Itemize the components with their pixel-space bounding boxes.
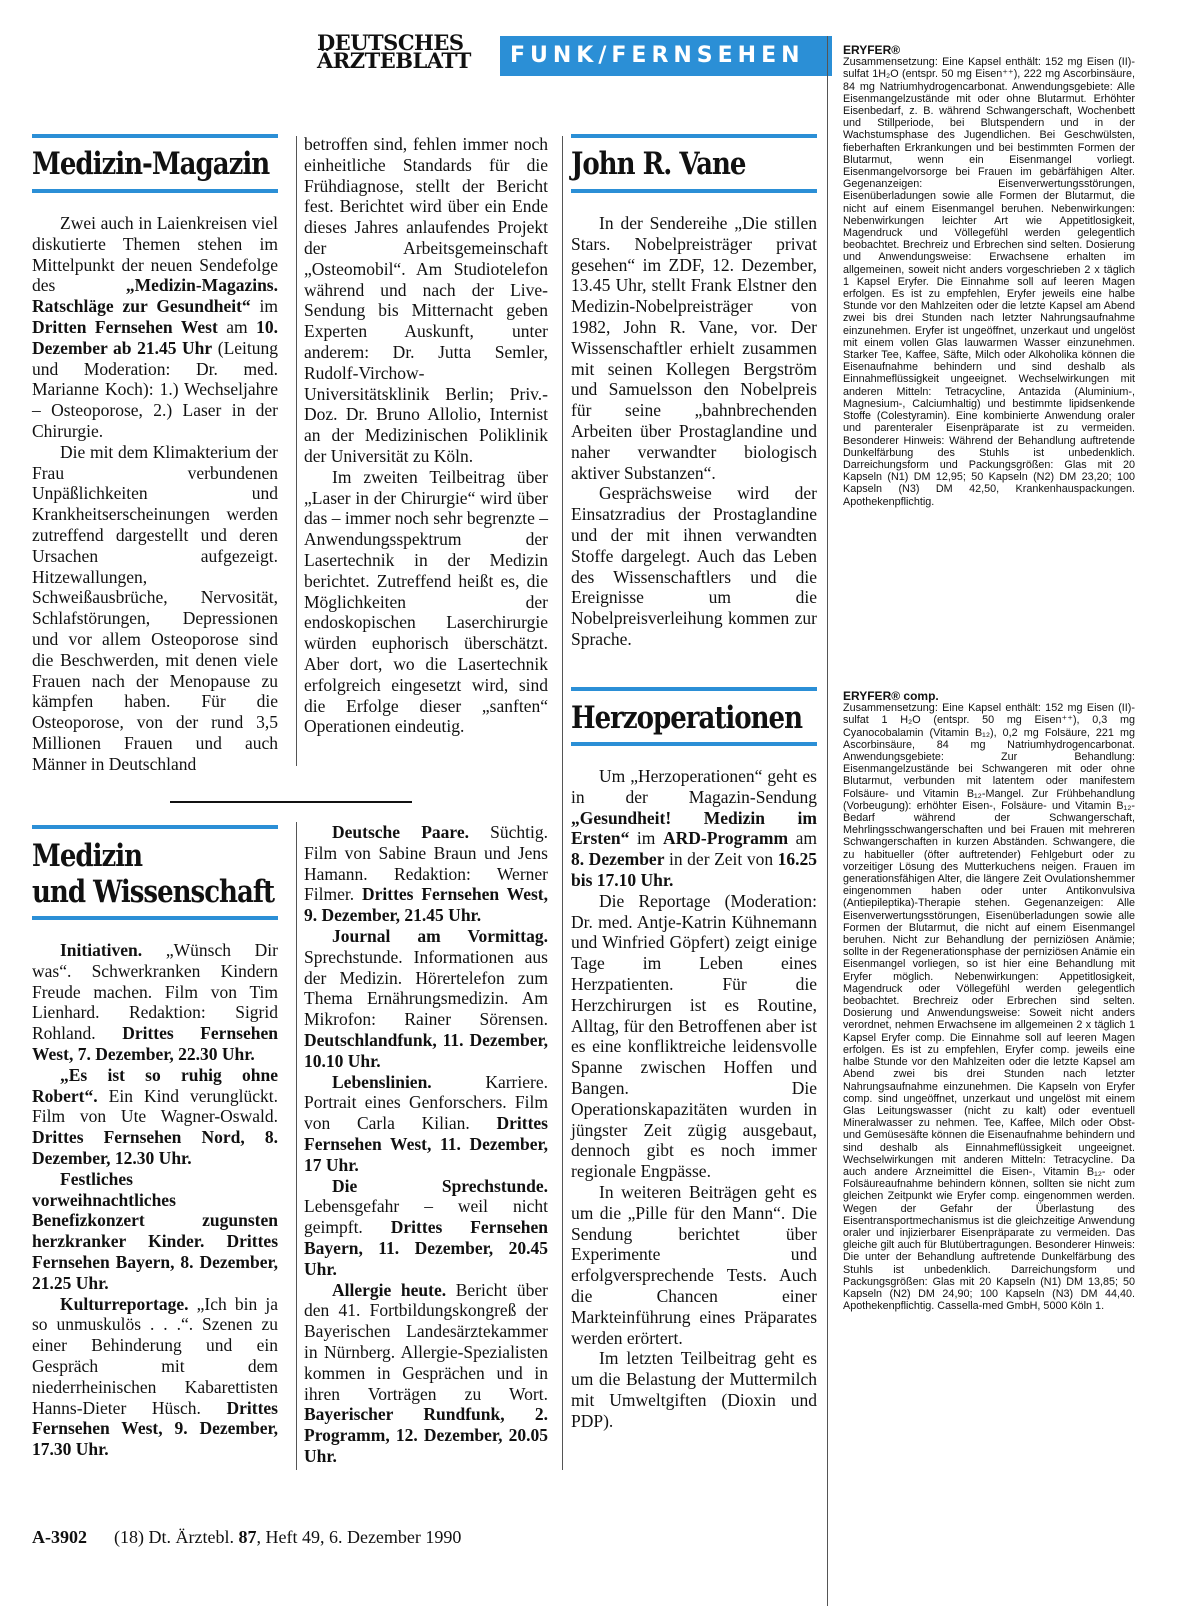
- text: am: [217, 316, 257, 337]
- listing-schedule: Deutschlandfunk, 11. Dezember, 10.10 Uhr.: [304, 1029, 548, 1071]
- paragraph: [571, 766, 817, 891]
- ad-eryfer: [843, 44, 1135, 508]
- program-title: „Medizin-Magazins. Ratschläge zur Gesundheit“: [32, 275, 278, 317]
- listing-title: Journal am Vormittag.: [332, 925, 548, 946]
- listing-schedule: Bayerischer Rundfunk, 2. Programm, 12. Dezember, 20.05 Uhr.: [304, 1404, 548, 1466]
- masthead-line-2: ÄRZTEBLATT: [317, 48, 471, 73]
- listing-schedule: Drittes Fernsehen West, 9. Dezember, 17.30 Uhr.: [32, 1397, 278, 1460]
- paragraph: [32, 213, 278, 442]
- listing-title: Deutsche Paare.: [332, 822, 469, 842]
- citation-rest: , Heft 49, 6. Dezember 1990: [256, 1527, 462, 1547]
- listing-title: Lebenslinien.: [332, 1071, 432, 1092]
- masthead-line-1: DEUTSCHES: [317, 30, 464, 55]
- text: im: [629, 828, 663, 849]
- page-footer: [32, 1527, 461, 1548]
- ad-text: Zusammensetzung: Eine Kapsel enthält: 152 mg Eisen (II)-sulfat 1 H₂O (entspr. 50 mg Eisen⁺⁺), 0,3 mg Cyanocobalamin (Vitamin B₁₂), 0,2 mg Folsäure, 221 mg Ascorbinsäure, 84 mg Natriumhydrogencarbonat. Anwendungsgebiete: Zur Behandlung: Eisenmangelzustände bei Schwangeren mit oder ohne Blutarmut, verbunden mit latentem oder manifestem Folsäure- und Vitamin B₁₂-Mangel. Zur Frühbehandlung (Vorbeugung): erhöhter Eisen-, Folsäure- und Vitamin B₁₂-Bedarf während der Schwangerschaft, Mehrlingsschwangerschaften und bei Frauen mit mehreren Schwangerschaften in kurzen Abständen. Schwangere, die zu habitueller (öfter auftretender) Fehlgeburt oder zu vorzeitiger Lösung des Mutterkuchens neigen. Frauen im generationsfähigen Alter, die längere Zeit Ovulationshemmer eingenommen haben oder unter Antikonvulsiva (Antiepileptika)-Therapie stehen. Gegenanzeigen: Alle Eisenverwertungsstörungen, Eisenüberladungen sowie alle Formen der Blutarmut, die nicht auf einem Eisenmangel beruhen. Nicht zur Behandlung der perniziösen Anämie; sollte in der Regenerationsphase der perniziösen Anämie ein Eisenmangel vorliegen, so ist hier eine Behandlung mit Eryfer möglich. Nebenwirkungen: Appetitlosigkeit, Magendruck oder Völlegefühl werden gelegentlich beobachtet. Brechreiz oder Erbrechen sind selten. Dosierung und Anwendungsweise: Soweit nicht anders verordnet, nehmen Erwachsene im allgemeinen 2 x täglich 1 Kapsel Eryfer comp. Die Einnahme soll auf leeren Magen erfolgen. Es ist zu empfehlen, Eryfer comp. jeweils eine halbe Stunde vor den Mahlzeiten oder die letzte Kapsel am Abend zwei bis drei Stunden nach letzter Nahrungsaufnahme einzunehmen. Die Kapseln von Eryfer comp. sind ungeöffnet, unzerkaut und ungelöst mit einem Glas Leitungswasser (nicht zu kalt) oder eventuell Mineralwasser zu nehmen. Tee, Kaffee, Milch oder Obst- und Gemüsesäfte können die Eisenaufnahme behindern und sind deshalb als Einnahmeflüssigkeit ungeeignet. Wechselwirkungen mit anderen Mitteln: Tetracycline. Da auch andere Arzneimittel die Eisen-, Vitamin B₁₂- oder Folsäureaufnahme behindern können, sollten sie nicht zum gleichen Zeitpunkt wie Eryfer comp. eingenommen werden. Wegen der Gefahr der Überlastung des Eisentransportmechanismus ist die gleichzeitige Anwendung oraler und injizierbarer Eisenpräparate zu vermeiden. Das gleiche gilt auch für Blutübertragungen. Besonderer Hinweis: Die unter der Behandlung auftretende Dunkelfärbung des Stuhls ist unbedenklich. Darreichungsform und Packungsgrößen: Glas mit 20 Kapseln (N1) DM 13,85; 50 Kapseln (N2) DM 24,90; 100 Kapseln (N3) DM 44,40. Apothekenpflichtig. Cassella-med GmbH, 5000 Köln 1.: [843, 702, 1135, 1313]
- citation: (18) Dt. Ärztebl.: [114, 1527, 239, 1547]
- column-divider: [827, 36, 828, 1606]
- paragraph: Die mit dem Klimakterium der Frau verbundenen Unpäßlichkeiten und Krankheitserscheinungen werden zutreffend dargestellt und deren Ursachen aufgezeigt. Hitzewallungen, Schweißausbrüche, Nervosität, Schlafstörungen, Depressionen und vor allem Osteoporose sind die Beschwerden, mit denen viele Frauen nach der Menopause zu kämpfen haben. Für die Osteoporose, von der rund 3,5 Millionen Frauen und auch Männer in Deutschland: [32, 441, 278, 774]
- listing-item: [304, 1176, 548, 1280]
- heading-rule: [571, 742, 817, 746]
- listing-item: [304, 1072, 548, 1176]
- column-divider: [296, 136, 297, 766]
- heading-medizin-wissenschaft: [32, 838, 274, 910]
- heading-rule: [571, 189, 817, 193]
- channel: Dritten Fernsehen West: [32, 316, 218, 337]
- text: (Leitung und Moderation: Dr. med. Marianne Koch): 1.) Wechseljahre – Osteoporose, 2.) Laser in der Chirurgie.: [32, 337, 278, 441]
- heading-rule: [32, 189, 278, 193]
- air-time: 16.25 bis 17.10 Uhr.: [571, 849, 817, 890]
- paragraph: Im letzten Teilbeitrag geht es um die Belastung der Muttermilch mit Umweltgiften (Dioxin und PDP).: [571, 1348, 817, 1431]
- listing-title: „Es ist so ruhig ohne Robert“.: [32, 1064, 278, 1106]
- listings-col1: [32, 940, 278, 1460]
- listing-item: [304, 926, 548, 1072]
- paragraph: In der Sendereihe „Die stillen Stars. Nobelpreisträger privat gesehen“ im ZDF, 12. Dezember, 13.45 Uhr, stellt Frank Elstner den Medizin-Nobelpreisträger von 1982, John R. Vane, vor. Der Wissenschaftler erhielt zusammen mit seinen Kollegen Bergström und Samuelsson den Nobelpreis für seine „bahnbrechenden Arbeiten über Prostaglandine und naher verwandter biologisch aktiver Substanzen“.: [571, 213, 817, 483]
- listing-text: [204, 1231, 226, 1251]
- paragraph: Im zweiten Teilbeitrag über „Laser in der Chirurgie“ wird über das – immer noch sehr begrenzte – Anwendungsspektrum der Lasertechnik in der Medizin berichtet. Zutreffend heißt es, die Möglichkeiten der endoskopischen Laserchirurgie würden euphorisch überschätzt. Aber dort, wo die Lasertechnik erfolgreich eingesetzt wird, sind die Erfolge dieser „sanften“ Operationen eindeutig.: [304, 466, 548, 737]
- listing-item: [304, 1280, 548, 1467]
- section-banner: FUNK/FERNSEHEN: [500, 36, 832, 76]
- listing-schedule: Drittes Fernsehen Bayern, 11. Dezember, 20.45 Uhr.: [304, 1217, 548, 1279]
- ad-text: Zusammensetzung: Eine Kapsel enthält: 152 mg Eisen (II)-sulfat 1H₂O (entspr. 50 mg Eisen⁺⁺), 222 mg Ascorbinsäure, 84 mg Natriumhydrogencarbonat. Anwendungsgebiete: Alle Eisenmangelzustände mit oder ohne Blutarmut. Erhöhter Eisenbedarf, z. B. während Schwangerschaft, Wochenbett und Stillperiode, bei Blutspendern und in der Wachstumsphase des Jugendlichen. Bei Geschwülsten, fieberhaften Erkrankungen und bei bestimmten Formen der Blutarmut, wenn ein Eisenmangel vorliegt. Eisenmangelvorsorge bei Frauen im gebärfähigen Alter. Gegenanzeigen: Eisenverwertungsstörungen, Eisenüberladungen sowie alle Formen der Blutarmut, die nicht auf einem Eisenmangel beruhen. Nebenwirkungen: Nebenwirkungen leichter Art wie Appetitlosigkeit, Magendruck und Völlegefühl werden gelegentlich beobachtet. Brechreiz und Erbrechen sind selten. Dosierung und Anwendungsweise: Erwachsene erhalten im allgemeinen, soweit nicht anders vorgeschrieben 2 x täglich 1 Kapsel Eryfer. Die Einnahme soll auf leeren Magen erfolgen. Es ist zu empfehlen, Eryfer jeweils eine halbe Stunde vor den Mahlzeiten oder die letzte Kapsel am Abend zwei bis drei Stunden nach letzter Nahrungsaufnahme einzunehmen. Eryfer ist ungeöffnet, unzerkaut und ungelöst mit einem vollen Glas lauwarmen Wasser einzunehmen. Starker Tee, Kaffee, Säfte, Milch oder Alkoholika können die Eisenaufnahme behindern und sind deshalb als Einnahmeflüssigkeit ungeeignet. Wechselwirkungen mit anderen Mitteln: Tetracycline, Antazida (Aluminium-, Magnesium-, Calciumhaltig) und bestimmte lipidsenkende Stoffe (Colestyramin). Eine kombinierte Anwendung oraler und parenteraler Eisenpräparate ist zu vermeiden. Besonderer Hinweis: Während der Behandlung auftretende Dunkelfärbung des Stuhls ist unbedenklich. Darreichungsform und Packungsgrößen: Glas mit 20 Kapseln (N1) DM 12,95; 50 Kapseln (N2) DM 23,20; 100 Kapseln (N3) DM 42,50, Krankenhauspackungen. Apothekenpflichtig.: [843, 56, 1135, 508]
- article-medizin-magazin-col1: [32, 213, 278, 775]
- heading-rule: [32, 134, 278, 138]
- listing-schedule: Drittes Fernsehen Nord, 8. Dezember, 12.30 Uhr.: [32, 1127, 278, 1168]
- listing-text: Bericht über den 41. Fortbildungskongreß der Bayerischen Landesärztekammer in Nürnberg. Allergie-Spezialisten kommen in Gesprächen und in ihren Vorträgen zu Wort.: [304, 1279, 548, 1404]
- ad-title: ERYFER®: [843, 43, 901, 57]
- volume: 87: [238, 1527, 257, 1547]
- text: Zwei auch in Laienkreisen viel diskutierte Themen stehen im Mittelpunkt der neuen Sendefolge des: [32, 213, 278, 296]
- heading-line: und Wissenschaft: [32, 874, 275, 910]
- heading-herzoperationen: Herzoperationen: [571, 700, 803, 736]
- text: im: [250, 296, 278, 317]
- heading-rule: [571, 687, 817, 691]
- masthead: [317, 30, 487, 73]
- listing-schedule: Drittes Fernsehen West, 7. Dezember, 22.30 Uhr.: [32, 1023, 278, 1064]
- listing-title: Festliches vorweihnachtliches Benefizkonzert zugunsten herzkranker Kinder.: [32, 1168, 278, 1252]
- article-john-r-vane: [571, 213, 817, 650]
- listing-item: [32, 940, 278, 1065]
- listing-text: Ein Kind verunglückt. Film von Ute Wagner-Oswald.: [32, 1085, 278, 1127]
- paragraph: Gesprächsweise wird der Einsatzradius der Prostaglandine und der mit ihnen verwandten Stoffe dargelegt. Auch das Leben des Wissenschaftlers und die Ereignisse um die Nobelpreisverleihung kommen zur Sprache.: [571, 483, 817, 649]
- heading-rule: [32, 825, 278, 829]
- text: am: [788, 828, 817, 849]
- listing-item: [32, 1294, 278, 1460]
- page-number: A-3902: [32, 1527, 87, 1547]
- section-divider: [170, 801, 412, 803]
- listing-title: Die Sprechstunde.: [332, 1175, 548, 1196]
- listing-text: Karriere. Portrait eines Genforschers. Film von Carla Kilian.: [304, 1071, 548, 1134]
- ad-title: ERYFER® comp.: [843, 689, 939, 703]
- column-divider: [562, 136, 563, 1470]
- listing-schedule: Drittes Fernsehen West, 11. Dezember, 17 Uhr.: [304, 1113, 548, 1175]
- listing-text: Sprechstunde. Informationen aus der Medizin. Hörertelefon zum Thema Ernährungsmedizin. Am Mikrofon: Rainer Sörensen.: [304, 946, 548, 1030]
- paragraph: betroffen sind, fehlen immer noch einheitliche Standards für die Frühdiagnose, stellt der Bericht fest. Berichtet wird über ein Ende dieses Jahres anlaufendes Projekt der Arbeitsgemeinschaft „Osteomobil“. Am Studiotelefon während und nach der Live-Sendung bis Mitternacht geben Experten Auskunft, unter anderem: Dr. Jutta Semler, Rudolf-Virchow-Universitätsklinik Berlin; Priv.-Doz. Dr. Bruno Allolio, Internist an der Medizinischen Poliklinik der Universität zu Köln.: [304, 134, 548, 466]
- listings-col2: [304, 822, 548, 1467]
- article-herzoperationen: [571, 766, 817, 1432]
- paragraph: Die Reportage (Moderation: Dr. med. Antje-Katrin Kühnemann und Winfried Göpfert) zeigt einige Tage im Leben eines Herzpatienten. Für die Herzchirurgen ist es Routine, Alltag, für den Betroffenen aber ist es eine konfliktreiche leidensvolle Spanne zwischen Hoffen und Bangen. Die Operationskapazitäten wurden in jüngster Zeit zügig ausgebaut, dennoch gibt es noch immer regionale Engpässe.: [571, 890, 817, 1182]
- listing-text: Lebensgefahr – weil nicht geimpft.: [304, 1196, 548, 1238]
- air-date: 8. Dezember: [571, 849, 665, 870]
- heading-john-r-vane: John R. Vane: [571, 146, 746, 182]
- ad-eryfer-comp: [843, 690, 1135, 1312]
- listing-schedule: Drittes Fernsehen Bayern, 8. Dezember, 21.25 Uhr.: [32, 1231, 279, 1293]
- article-medizin-magazin-col2: [304, 134, 548, 737]
- paragraph: In weiteren Beiträgen geht es um die „Pille für den Mann“. Die Sendung berichtet über Experimente und erfolgversprechende Tests. Auch die Chancen einer Markteinführung eines Präparates werden erörtert.: [571, 1181, 817, 1348]
- channel: ARD-Programm: [662, 828, 789, 849]
- text: in der Zeit von: [664, 849, 778, 870]
- listing-title: Allergie heute.: [332, 1279, 447, 1300]
- heading-line: Medizin: [32, 838, 143, 874]
- listing-item: [304, 822, 548, 926]
- program-title: „Gesundheit! Medizin im Ersten“: [571, 807, 817, 849]
- listing-text: Süchtig. Film von Sabine Braun und Jens Hamann. Redaktion: Werner Filmer.: [304, 822, 548, 905]
- text: Um „Herzoperationen“ geht es in der Magazin-Sendung: [571, 766, 817, 807]
- listing-text: „Wünsch Dir was“. Schwerkranken Kindern Freude machen. Film von Tim Lienhard. Redaktion: Sigrid Rohland.: [32, 940, 278, 1044]
- column-divider: [296, 822, 297, 1470]
- listing-text: „Ich bin ja so unmuskulös . . .“. Szenen zu einer Behinderung und ein Gespräch mit dem niederrheinischen Kabarettisten Hanns-Dieter Hüsch.: [32, 1293, 278, 1418]
- listing-item: [32, 1065, 278, 1169]
- heading-medizin-magazin: Medizin-Magazin: [32, 146, 270, 182]
- heading-rule: [571, 134, 817, 138]
- air-time: 10. Dezember ab 21.45 Uhr: [32, 316, 278, 358]
- heading-rule: [32, 916, 278, 920]
- listing-title: Kulturreportage.: [60, 1293, 189, 1314]
- listing-item: [32, 1169, 278, 1294]
- listing-schedule: Drittes Fernsehen West, 9. Dezember, 21.45 Uhr.: [304, 884, 548, 926]
- listing-title: Initiativen.: [60, 940, 143, 960]
